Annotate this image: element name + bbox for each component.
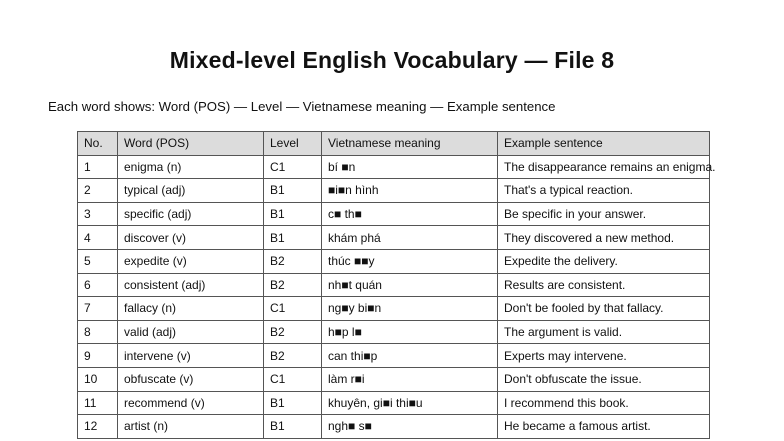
cell-vietnamese-meaning: ng■y bi■n xyxy=(322,297,498,321)
cell-word: expedite (v) xyxy=(118,249,264,273)
cell-word: obfuscate (v) xyxy=(118,367,264,391)
cell-word: fallacy (n) xyxy=(118,297,264,321)
cell-no: 10 xyxy=(78,367,118,391)
cell-vietnamese-meaning: nh■t quán xyxy=(322,273,498,297)
cell-level: B1 xyxy=(264,179,322,203)
cell-example-sentence: Don't obfuscate the issue. xyxy=(498,367,710,391)
cell-word: valid (adj) xyxy=(118,320,264,344)
page-subtitle: Each word shows: Word (POS) — Level — Vietnamese meaning — Example sentence xyxy=(48,99,556,114)
cell-no: 8 xyxy=(78,320,118,344)
table-header-row xyxy=(78,132,710,156)
cell-example-sentence: Don't be fooled by that fallacy. xyxy=(498,297,710,321)
cell-example-sentence: That's a typical reaction. xyxy=(498,179,710,203)
cell-no: 6 xyxy=(78,273,118,297)
cell-level: B2 xyxy=(264,273,322,297)
header-word: Word (POS) xyxy=(118,132,264,156)
table-row xyxy=(78,179,710,203)
cell-word: intervene (v) xyxy=(118,344,264,368)
table-row xyxy=(78,297,710,321)
cell-level: B2 xyxy=(264,249,322,273)
cell-example-sentence: The argument is valid. xyxy=(498,320,710,344)
cell-level: C1 xyxy=(264,155,322,179)
table-row xyxy=(78,226,710,250)
header-vietnamese-meaning: Vietnamese meaning xyxy=(322,132,498,156)
cell-example-sentence: Expedite the delivery. xyxy=(498,249,710,273)
cell-example-sentence: He became a famous artist. xyxy=(498,415,710,439)
table-row xyxy=(78,415,710,439)
cell-vietnamese-meaning: ngh■ s■ xyxy=(322,415,498,439)
cell-level: B1 xyxy=(264,391,322,415)
table-row xyxy=(78,249,710,273)
header-example-sentence: Example sentence xyxy=(498,132,710,156)
vocabulary-table xyxy=(77,131,716,439)
table-row xyxy=(78,391,710,415)
cell-vietnamese-meaning: bí ■n xyxy=(322,155,498,179)
cell-no: 12 xyxy=(78,415,118,439)
table-row xyxy=(78,344,710,368)
cell-vietnamese-meaning: khuyên, gi■i thi■u xyxy=(322,391,498,415)
cell-no: 2 xyxy=(78,179,118,203)
table-row xyxy=(78,273,710,297)
cell-word: recommend (v) xyxy=(118,391,264,415)
cell-vietnamese-meaning: can thi■p xyxy=(322,344,498,368)
cell-vietnamese-meaning: ■i■n hình xyxy=(322,179,498,203)
cell-word: discover (v) xyxy=(118,226,264,250)
cell-word: artist (n) xyxy=(118,415,264,439)
cell-example-sentence: I recommend this book. xyxy=(498,391,710,415)
cell-vietnamese-meaning: c■ th■ xyxy=(322,202,498,226)
table-row xyxy=(78,155,710,179)
cell-no: 4 xyxy=(78,226,118,250)
cell-vietnamese-meaning: khám phá xyxy=(322,226,498,250)
cell-no: 3 xyxy=(78,202,118,226)
cell-level: B1 xyxy=(264,415,322,439)
cell-no: 5 xyxy=(78,249,118,273)
cell-no: 11 xyxy=(78,391,118,415)
cell-example-sentence: Results are consistent. xyxy=(498,273,710,297)
table-row xyxy=(78,202,710,226)
cell-level: B2 xyxy=(264,344,322,368)
header-level: Level xyxy=(264,132,322,156)
cell-example-sentence: Experts may intervene. xyxy=(498,344,710,368)
cell-level: C1 xyxy=(264,367,322,391)
cell-example-sentence: They discovered a new method. xyxy=(498,226,710,250)
cell-example-sentence: The disappearance remains an enigma. xyxy=(498,155,710,179)
cell-level: B1 xyxy=(264,202,322,226)
cell-level: C1 xyxy=(264,297,322,321)
cell-vietnamese-meaning: h■p l■ xyxy=(322,320,498,344)
table-row xyxy=(78,367,710,391)
cell-word: typical (adj) xyxy=(118,179,264,203)
cell-no: 7 xyxy=(78,297,118,321)
cell-no: 1 xyxy=(78,155,118,179)
cell-vietnamese-meaning: thúc ■■y xyxy=(322,249,498,273)
cell-word: specific (adj) xyxy=(118,202,264,226)
cell-level: B2 xyxy=(264,320,322,344)
page-title: Mixed-level English Vocabulary — File 8 xyxy=(169,47,615,73)
cell-word: enigma (n) xyxy=(118,155,264,179)
cell-level: B1 xyxy=(264,226,322,250)
cell-no: 9 xyxy=(78,344,118,368)
cell-example-sentence: Be specific in your answer. xyxy=(498,202,710,226)
cell-word: consistent (adj) xyxy=(118,273,264,297)
table-row xyxy=(78,320,710,344)
header-no: No. xyxy=(78,132,118,156)
cell-vietnamese-meaning: làm r■i xyxy=(322,367,498,391)
